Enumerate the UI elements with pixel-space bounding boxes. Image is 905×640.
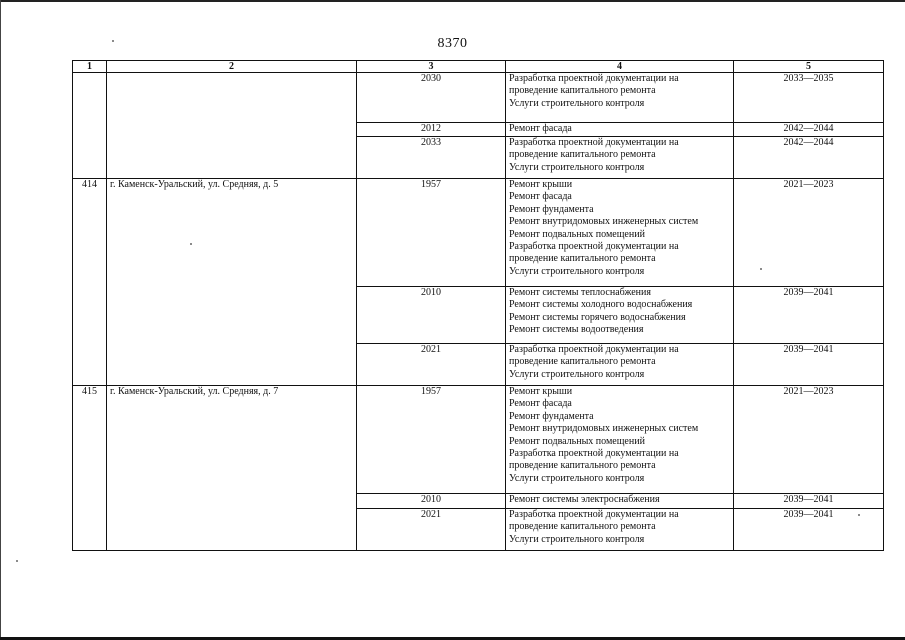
term-cell: 2021—2023 (734, 386, 884, 494)
header-col-term: 5 (734, 61, 884, 73)
scan-speck (760, 268, 762, 270)
table-row (73, 386, 884, 494)
works-cell (506, 287, 734, 344)
term-cell: 2039—2041 (734, 344, 884, 386)
work-item: Услуги строительного контроля (509, 533, 645, 545)
scan-speck (112, 40, 114, 42)
repair-schedule-table (72, 60, 884, 551)
work-item: Ремонт подвальных помещений (509, 435, 645, 447)
work-item: Ремонт крыши (509, 179, 573, 190)
works-cell (506, 179, 734, 287)
work-item: проведение капитального ремонта (509, 460, 656, 472)
work-item: Ремонт внутридомовых инженерных систем (509, 423, 699, 435)
year-cell: 1957 (357, 179, 506, 287)
year-cell: 2021 (357, 509, 506, 551)
works-cell (506, 386, 734, 494)
work-item: проведение капитального ремонта (509, 356, 656, 368)
works-cell (506, 509, 734, 551)
scan-speck (190, 243, 192, 245)
work-item: Ремонт системы горячего водоснабжения (509, 311, 686, 323)
year-cell: 2030 (357, 73, 506, 123)
header-col-number: 1 (73, 61, 107, 73)
year-cell: 2010 (357, 287, 506, 344)
year-cell: 2012 (357, 123, 506, 137)
work-item: Ремонт системы электроснабжения (509, 494, 660, 505)
works-cell (506, 344, 734, 386)
work-item: Ремонт фасада (509, 123, 572, 134)
term-cell: 2042—2044 (734, 137, 884, 179)
work-item: Услуги строительного контроля (509, 265, 645, 277)
works-cell (506, 137, 734, 179)
table-row (73, 73, 884, 123)
work-item: Ремонт системы водоотведения (509, 324, 644, 336)
work-item: Разработка проектной документации на (509, 448, 679, 460)
term-cell: 2039—2041 (734, 287, 884, 344)
term-cell: 2039—2041 (734, 494, 884, 509)
scan-border-top (0, 0, 905, 2)
work-item: Ремонт фундамента (509, 203, 594, 215)
work-item: Ремонт крыши (509, 386, 573, 397)
header-col-works: 4 (506, 61, 734, 73)
work-item: проведение капитального ремонта (509, 85, 656, 97)
work-item: Услуги строительного контроля (509, 368, 645, 380)
work-item: Ремонт внутридомовых инженерных систем (509, 216, 699, 228)
work-item: Разработка проектной документации на (509, 73, 679, 84)
table-row (73, 179, 884, 287)
work-item: Услуги строительного контроля (509, 472, 645, 484)
year-cell: 2010 (357, 494, 506, 509)
term-cell: 2042—2044 (734, 123, 884, 137)
year-cell: 2033 (357, 137, 506, 179)
year-cell: 2021 (357, 344, 506, 386)
address-cell (107, 73, 357, 179)
entry-address: г. Каменск-Уральский, ул. Средняя, д. 5 (107, 179, 357, 386)
works-cell (506, 73, 734, 123)
work-item: Разработка проектной документации на (509, 509, 679, 520)
work-item: проведение капитального ремонта (509, 253, 656, 265)
term-cell: 2039—2041 (734, 509, 884, 551)
work-item: Ремонт системы холодного водоснабжения (509, 299, 693, 311)
scan-speck (16, 560, 18, 562)
entry-number: 415 (73, 386, 107, 551)
entry-address: г. Каменск-Уральский, ул. Средняя, д. 7 (107, 386, 357, 551)
scan-border-left (0, 0, 1, 640)
work-item: Услуги строительного контроля (509, 161, 645, 173)
work-item: Разработка проектной документации на (509, 137, 679, 148)
works-cell (506, 123, 734, 137)
number-cell (73, 73, 107, 179)
year-cell: 1957 (357, 386, 506, 494)
work-item: Разработка проектной документации на (509, 344, 679, 355)
work-item: проведение капитального ремонта (509, 521, 656, 533)
work-item: Услуги строительного контроля (509, 97, 645, 109)
work-item: Ремонт фасада (509, 191, 572, 203)
work-item: Ремонт фасада (509, 398, 572, 410)
header-row (73, 61, 884, 73)
works-cell (506, 494, 734, 509)
header-col-address: 2 (107, 61, 357, 73)
page-number: 8370 (437, 36, 468, 51)
term-cell: 2021—2023 (734, 179, 884, 287)
term-cell: 2033—2035 (734, 73, 884, 123)
work-item: Разработка проектной документации на (509, 241, 679, 253)
work-item: Ремонт подвальных помещений (509, 228, 645, 240)
entry-number: 414 (73, 179, 107, 386)
header-col-year: 3 (357, 61, 506, 73)
work-item: проведение капитального ремонта (509, 149, 656, 161)
work-item: Ремонт фундамента (509, 410, 594, 422)
work-item: Ремонт системы теплоснабжения (509, 287, 651, 298)
scan-speck (858, 514, 860, 516)
